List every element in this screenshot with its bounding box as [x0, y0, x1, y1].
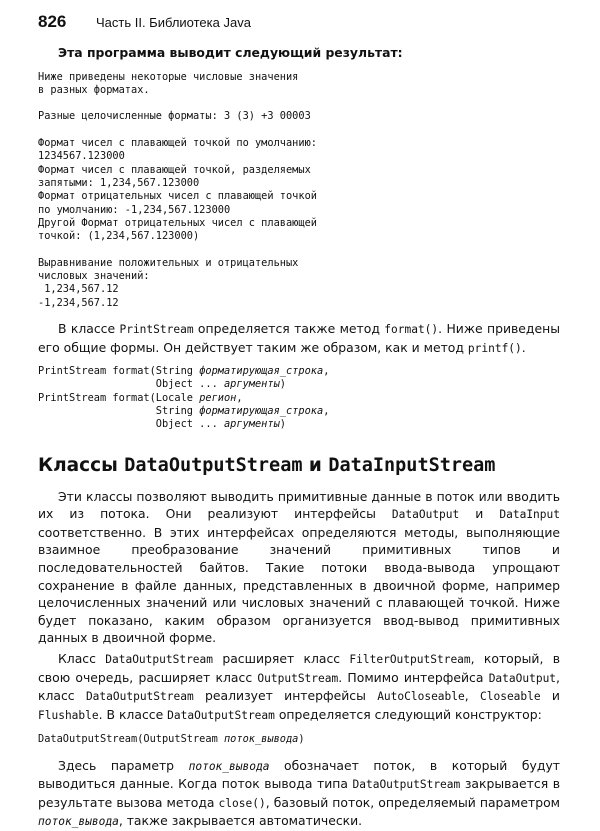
section-heading: Классы DataOutputStream и DataInputStream — [38, 454, 496, 476]
paragraph-format-method: В классе PrintStream определяется также метод format(). Ниже приведены его общие формы. Он действует таким же образом, как и метод printf(). — [38, 320, 560, 355]
page-header — [38, 12, 568, 42]
page-number: 826 — [38, 12, 67, 31]
program-output: Ниже приведены некоторые числовые значения в разных форматах. Разные целочисленные форматы: 3 (3) +3 00003 Формат чисел с плавающей точкой по умолчанию: 1234567.123000 Формат чисел с плавающей точкой, разделяемых запятыми: 1,234,567.123000 Формат отрицательных чисел с плавающей точкой по умолчанию: -1,234,567.123000 Другой Формат отрицательных чисел с плавающей точкой: (1,234,567.123000) Выравнивание положительных и отрицательных числовых значений: 1,234,567.12 -1,234,567.12 — [38, 70, 317, 309]
page-body — [38, 44, 560, 831]
paragraph-dataoutputstream: Класс DataOutputStream расширяет класс FilterOutputStream, который, в свою очередь, расширяет класс OutputStream. Помимо интерфейса DataOutput, класс DataOutputStream реализует интерфейсы AutoCloseable, Closeable и Flushable. В классе DataOutputStream определяется следующий конструктор: — [38, 650, 561, 722]
constructor-signature: DataOutputStream(OutputStream поток_вывода) — [38, 733, 305, 746]
intro-text: Эта программа выводит следующий результат: — [58, 45, 403, 60]
paragraph-data-streams: Эти классы позволяют выводить примитивные данные в поток или вводить их из потока. Они реализуют интерфейсы DataOutput и DataInput соответственно. В этих интерфейсах определяются методы, выполняющие взаимное преобразование значений примитивных типов и последовательностей байтов. Такие потоки ввода-вывода упрощают сохранение в файле данных, представленных в двоичной форме, например целочисленных значений или числовых значений с плавающей точкой. Ниже будет показано, каким образом организуется ввод-вывод примитивных данных в двоичной форме. — [38, 488, 560, 646]
paragraph-constructor-explanation: Здесь параметр поток_вывода обозначает поток, в который будут выводиться данные. Когда поток вывода типа DataOutputStream закрывается в результате вызова метода close(), базовый поток, определяемый параметром поток_вывода, также закрывается автоматически. — [38, 757, 560, 829]
format-signatures: PrintStream format(String форматирующая_строка, Object ... аргументы) PrintStream format(Locale регион, String форматирующая_строка, Object ... аргументы) — [38, 365, 330, 431]
running-title: Часть II. Библиотека Java — [96, 15, 251, 30]
